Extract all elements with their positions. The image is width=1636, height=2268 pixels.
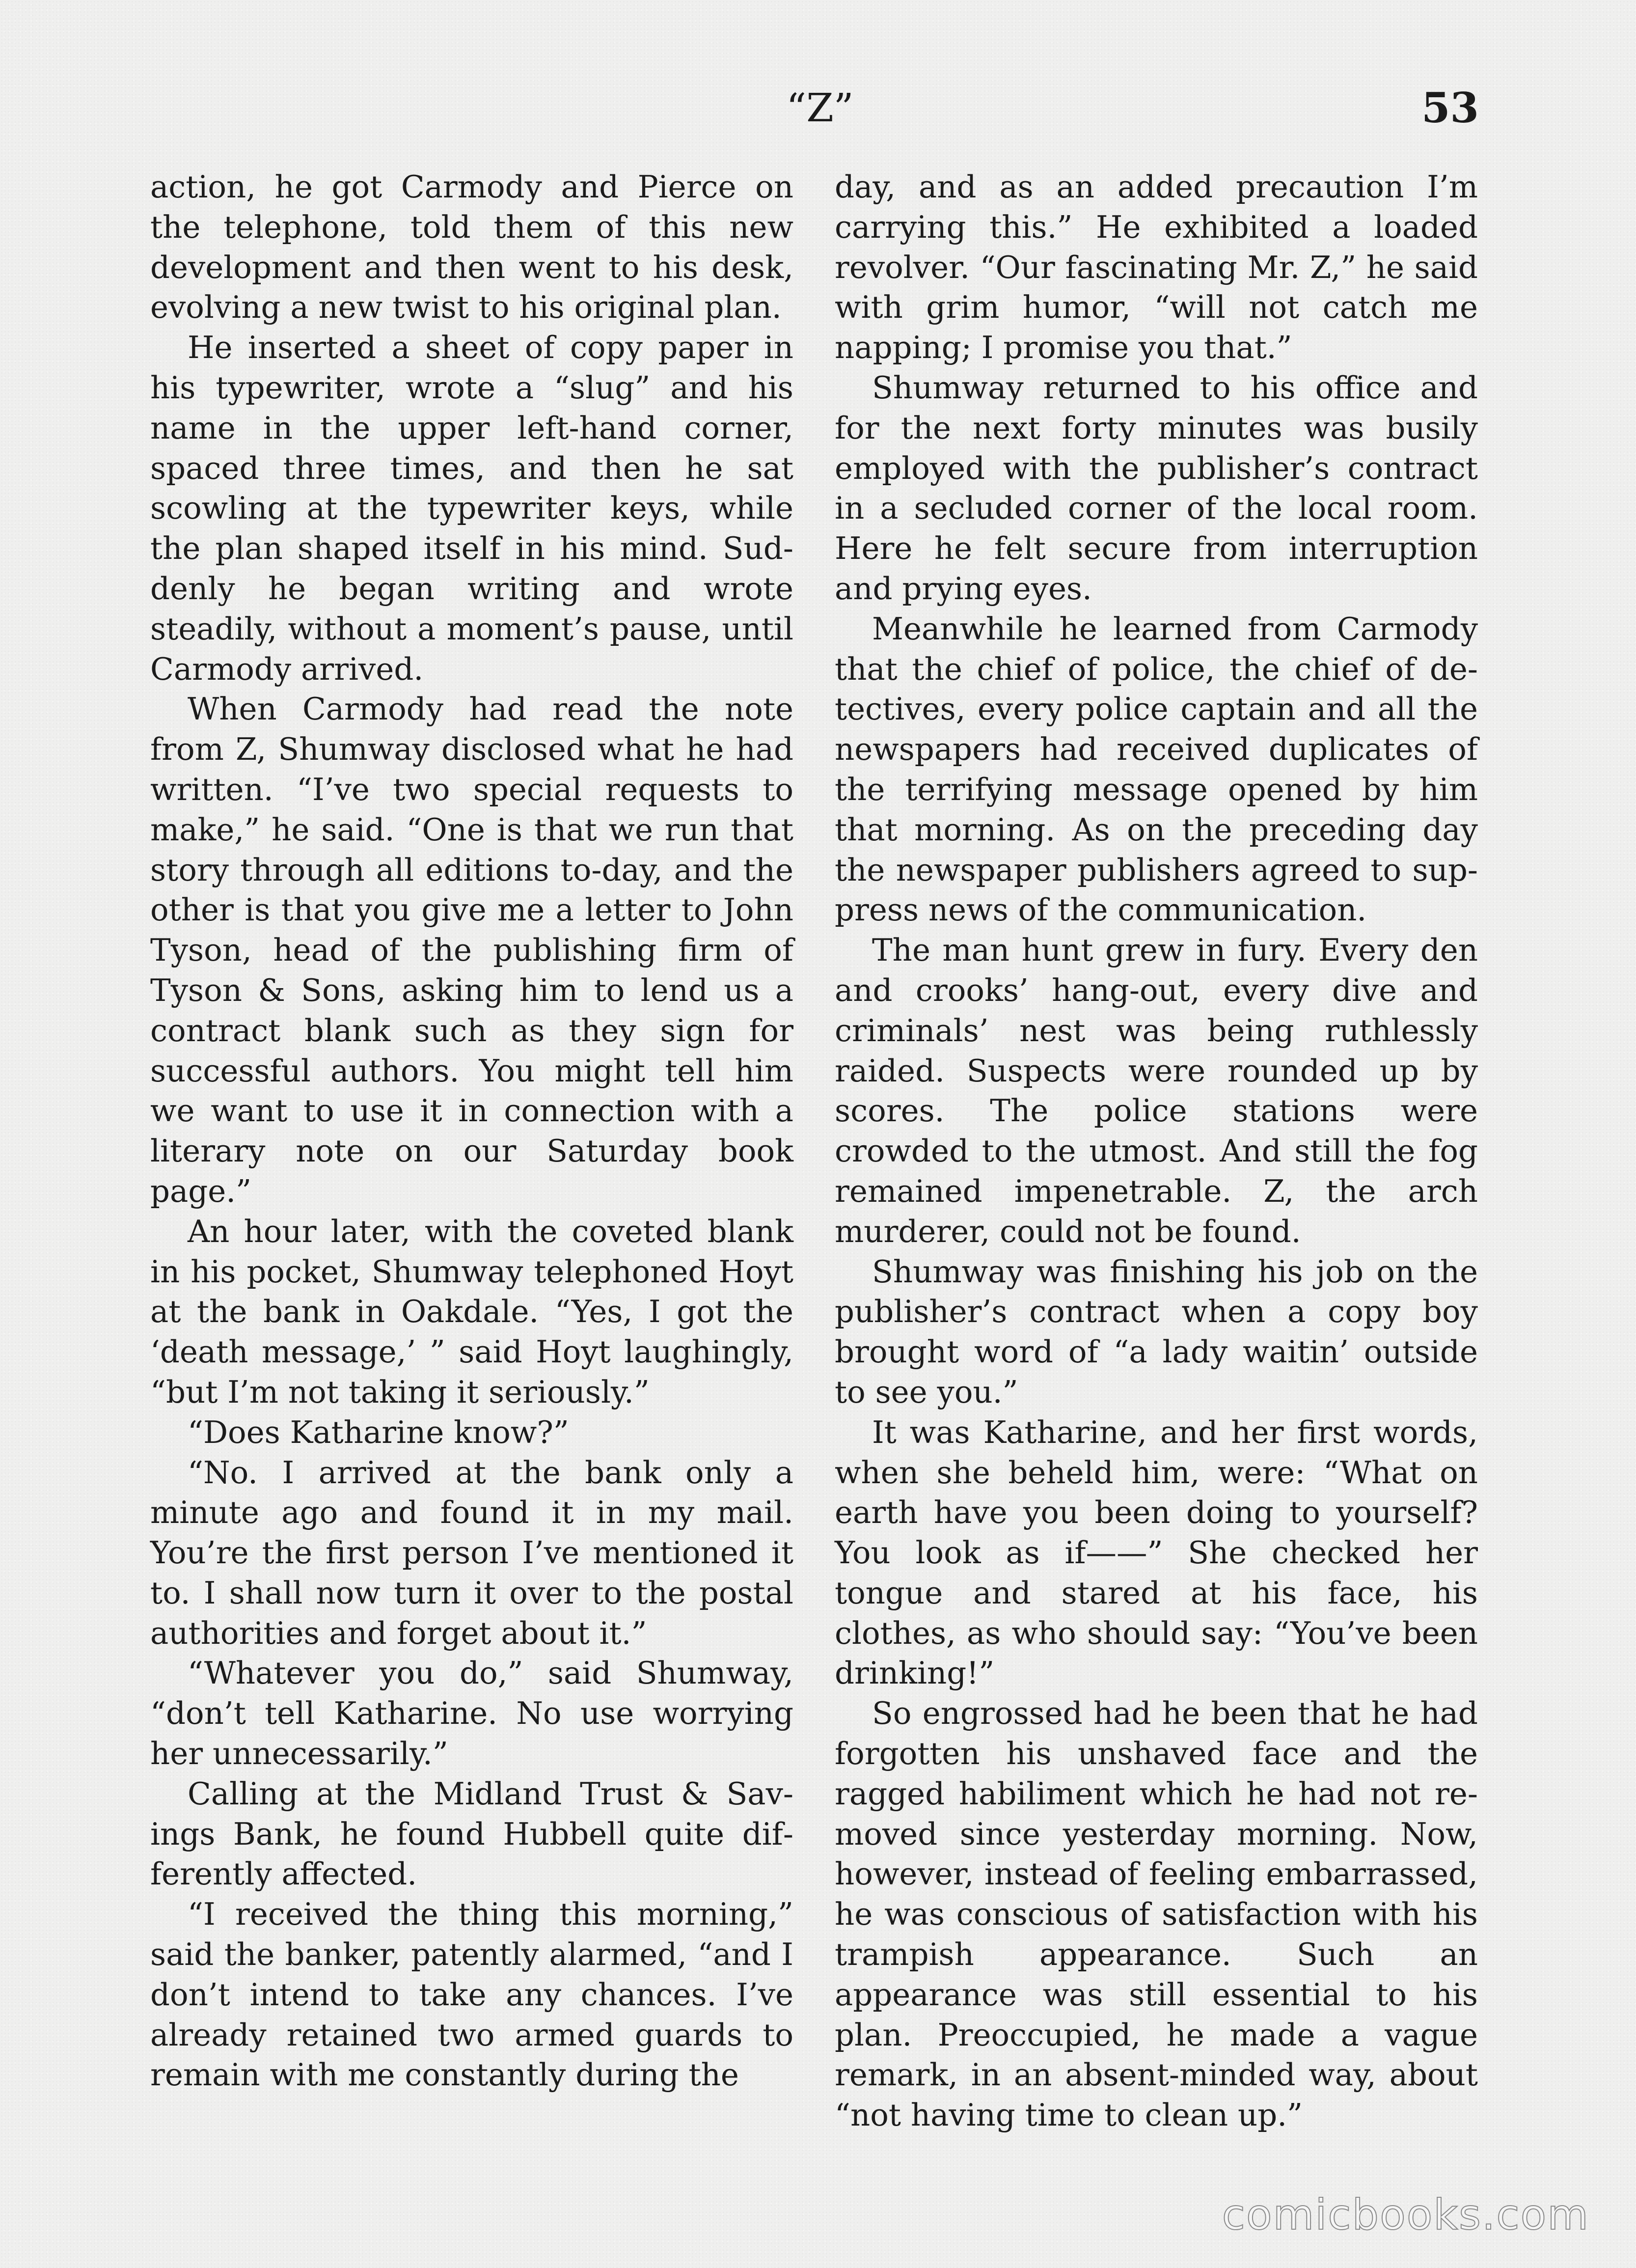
right-column [835, 167, 1478, 2135]
page-header [0, 79, 1636, 138]
paragraph: An hour later, with the coveted blank in his pocket, Shumway telephoned Hoyt at the bank in Oakdale. “Yes, I got the ‘death message,’ ” said Hoyt laughingly, “but I’m not taking it seriously.” [150, 1213, 793, 1410]
paragraph: Calling at the Midland Trust & Savings Bank, he found Hubbell quite differently affected. [150, 1775, 793, 1892]
paragraph: So engrossed had he been that he had forgotten his unshaved face and the ragged habiliment which he had not removed since yesterday morning. Now, however, instead of feeling embarrassed, he was conscious of satisfaction with his trampish appearance. Such an appearance was still essential to his plan. Preoccupied, he made a vague remark, in an absent-minded way, about “not having time to clean up.” [835, 1695, 1478, 2133]
watermark: comicbooks.com [1222, 2190, 1589, 2240]
paragraph: day, and as an added precaution I’m carrying this.” He exhibited a loaded revolver. “Our fascinating Mr. Z,” he said with grim humor, “will not catch me napping; I promise you that.” [835, 169, 1478, 366]
paragraph: “Does Katharine know?” [188, 1414, 569, 1450]
paragraph: He inserted a sheet of copy paper in his typewriter, wrote a “slug” and his name in the upper left-hand corner, spaced three times, and then he sat scowling at the typewriter keys, while the plan shaped itself in his mind. Suddenly he began writing and wrote steadily, without a moment’s pause, until Carmody arrived. [150, 330, 793, 687]
paragraph: action, he got Carmody and Pierce on the telephone, told them of this new development and then went to his desk, evolving a new twist to his original plan. [150, 169, 793, 326]
paragraph: It was Katharine, and her first words, when she beheld him, were: “What on earth have you been doing to yourself? You look as if——” She checked her tongue and stared at his face, his clothes, as who should say: “You’ve been drinking!” [835, 1414, 1478, 1691]
paragraph: “Whatever you do,” said Shumway, “don’t tell Katharine. No use worrying her unnecessarily.” [150, 1655, 793, 1772]
paragraph: Meanwhile he learned from Carmody that the chief of police, the chief of detectives, every police captain and all the newspapers had received duplicates of the terrifying message opened by him that morning. As on the preceding day the newspaper publishers agreed to suppress news of the communication. [835, 610, 1478, 928]
running-title: “Z” [786, 85, 854, 131]
paragraph: When Carmody had read the note from Z, Shumway disclosed what he had written. “I’ve two special requests to make,” he said. “One is that we run that story through all editions to-day, and the other is that you give me a letter to John Tyson, head of the publishing firm of Tyson & Sons, asking him to lend us a contract blank such as they sign for successful authors. You might tell him we want to use it in connection with a literary note on our Saturday book page.” [150, 691, 793, 1209]
left-column [150, 167, 793, 2095]
paragraph: “No. I arrived at the bank only a minute ago and found it in my mail. You’re the first person I’ve mentioned it to. I shall now turn it over to the postal authorities and forget about it.” [150, 1454, 793, 1651]
paragraph: The man hunt grew in fury. Every den and crooks’ hang-out, every dive and criminals’ nest was being ruthlessly raided. Suspects were rounded up by scores. The police stations were crowded to the utmost. And still the fog remained impenetrable. Z, the arch murderer, could not be found. [835, 932, 1478, 1249]
paragraph: Shumway returned to his office and for the next forty minutes was busily employed with the publisher’s contract in a secluded corner of the local room. Here he felt secure from interruption and prying eyes. [835, 369, 1478, 607]
page-number: 53 [1421, 83, 1479, 132]
paragraph: Shumway was finishing his job on the publisher’s contract when a copy boy brought word of “a lady waitin’ outside to see you.” [835, 1253, 1478, 1410]
paragraph: “I received the thing this morning,” said the banker, patently alarmed, “and I don’t intend to take any chances. I’ve already retained two armed guards to remain with me constantly during the [150, 1896, 793, 2093]
